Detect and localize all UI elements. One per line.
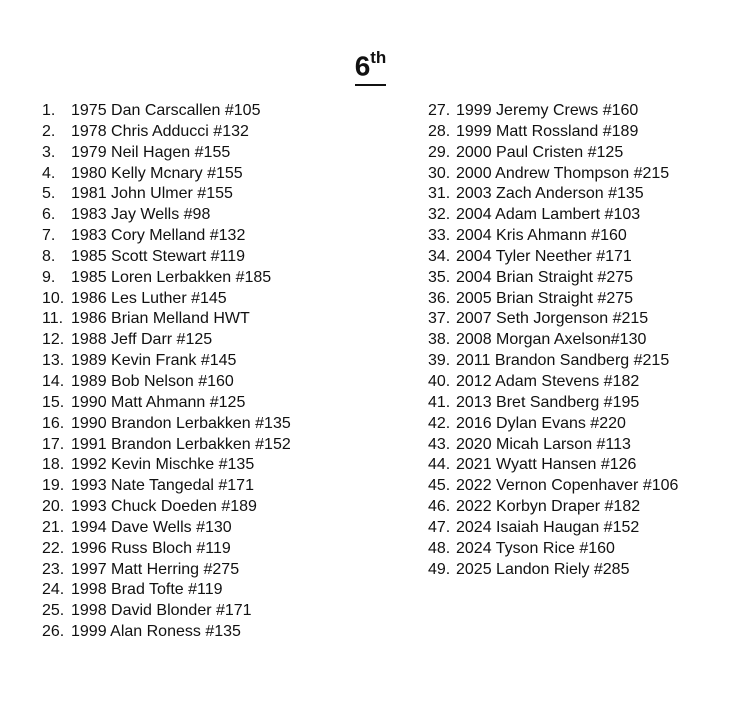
list-item [428, 455, 678, 476]
entry-number: 38. [428, 331, 451, 349]
entry-text: 2000 Paul Cristen #125 [456, 143, 624, 161]
entry-number: 22. [42, 539, 65, 557]
list-item [42, 247, 291, 268]
page-title [0, 44, 741, 86]
entry-text: 2004 Tyler Neether #171 [456, 247, 632, 265]
list-item [428, 143, 678, 164]
entry-number: 5. [42, 185, 56, 203]
entry-number: 29. [428, 143, 451, 161]
entry-number: 14. [42, 372, 65, 390]
list-item [42, 205, 291, 226]
entry-number: 41. [428, 393, 451, 411]
entry-text: 1980 Kelly Mcnary #155 [71, 164, 243, 182]
entry-number: 16. [42, 414, 65, 432]
entry-text: 1994 Dave Wells #130 [71, 518, 232, 536]
list-item [42, 455, 291, 476]
list-item [428, 560, 678, 581]
entry-number: 44. [428, 456, 451, 474]
entry-number: 25. [42, 602, 65, 620]
left-column-list [42, 101, 291, 643]
list-item [42, 101, 291, 122]
list-item [428, 122, 678, 143]
entry-text: 2016 Dylan Evans #220 [456, 414, 626, 432]
entry-number: 1. [42, 102, 56, 119]
entry-text: 1997 Matt Herring #275 [71, 560, 240, 578]
list-item [42, 351, 291, 372]
list-item [428, 476, 678, 497]
list-item [428, 309, 678, 330]
entry-text: 2004 Kris Ahmann #160 [456, 227, 627, 245]
entry-number: 30. [428, 164, 451, 182]
entry-number: 39. [428, 352, 451, 370]
entry-text: 2000 Andrew Thompson #215 [456, 164, 670, 182]
entry-text: 1988 Jeff Darr #125 [71, 331, 213, 349]
list-item [428, 101, 678, 122]
entry-text: 1979 Neil Hagen #155 [71, 143, 231, 161]
entry-text: 1992 Kevin Mischke #135 [71, 456, 255, 474]
list-item [42, 560, 291, 581]
entry-text: 2022 Vernon Copenhaver #106 [456, 477, 679, 495]
list-item [42, 122, 291, 143]
entry-number: 43. [428, 435, 451, 453]
entry-text: 1985 Scott Stewart #119 [71, 247, 246, 265]
entry-text: 1975 Dan Carscallen #105 [71, 102, 261, 119]
entry-number: 19. [42, 477, 65, 495]
entry-text: 2024 Tyson Rice #160 [456, 539, 615, 557]
entry-text: 1993 Nate Tangedal #171 [71, 477, 254, 495]
entry-number: 49. [428, 560, 451, 578]
entry-number: 28. [428, 122, 451, 140]
entry-text: 2003 Zach Anderson #135 [456, 185, 644, 203]
list-item [42, 226, 291, 247]
list-item [42, 476, 291, 497]
list-item [428, 247, 678, 268]
entry-text: 1999 Alan Roness #135 [71, 623, 241, 641]
entry-number: 24. [42, 581, 65, 599]
list-item [42, 497, 291, 518]
entry-number: 48. [428, 539, 451, 557]
list-item [42, 414, 291, 435]
entry-text: 1985 Loren Lerbakken #185 [71, 268, 272, 286]
entry-number: 12. [42, 331, 65, 349]
list-item [428, 518, 678, 539]
entry-number: 18. [42, 456, 65, 474]
entry-number: 7. [42, 227, 56, 245]
place-heading [355, 44, 387, 86]
entry-number: 36. [428, 289, 451, 307]
entry-number: 46. [428, 498, 451, 516]
entry-text: 1986 Brian Melland HWT [71, 310, 250, 328]
list-item [42, 601, 291, 622]
list-item [428, 289, 678, 310]
entry-number: 17. [42, 435, 65, 453]
entry-text: 2022 Korbyn Draper #182 [456, 498, 641, 516]
entry-number: 10. [42, 289, 65, 307]
entry-number: 11. [42, 310, 64, 328]
entry-text: 2024 Isaiah Haugan #152 [456, 518, 640, 536]
entry-number: 2. [42, 122, 56, 140]
entry-text: 2025 Landon Riely #285 [456, 560, 630, 578]
entry-text: 1983 Jay Wells #98 [71, 206, 211, 224]
entry-text: 1998 Brad Tofte #119 [71, 581, 223, 599]
entry-text: 1978 Chris Adducci #132 [71, 122, 249, 140]
entry-number: 34. [428, 247, 451, 265]
list-item [42, 622, 291, 643]
list-item [42, 268, 291, 289]
list-item [42, 393, 291, 414]
list-item [428, 184, 678, 205]
list-item [428, 351, 678, 372]
list-item [42, 518, 291, 539]
entry-text: 2007 Seth Jorgenson #215 [456, 310, 649, 328]
entry-text: 1990 Matt Ahmann #125 [71, 393, 246, 411]
entry-number: 13. [42, 352, 65, 370]
list-item [428, 205, 678, 226]
entry-number: 35. [428, 268, 451, 286]
entry-text: 1981 John Ulmer #155 [71, 185, 233, 203]
entry-text: 1983 Cory Melland #132 [71, 227, 246, 245]
entry-text: 2004 Adam Lambert #103 [456, 206, 641, 224]
entry-text: 1993 Chuck Doeden #189 [71, 498, 257, 516]
entry-number: 23. [42, 560, 65, 578]
list-item [42, 289, 291, 310]
entry-text: 1996 Russ Bloch #119 [71, 539, 231, 557]
list-item [42, 435, 291, 456]
entry-text: 2004 Brian Straight #275 [456, 268, 634, 286]
entry-text: 1999 Jeremy Crews #160 [456, 102, 639, 119]
list-item [42, 580, 291, 601]
entry-number: 45. [428, 477, 451, 495]
entry-text: 1989 Bob Nelson #160 [71, 372, 234, 390]
entry-number: 4. [42, 164, 56, 182]
entry-number: 27. [428, 102, 451, 119]
list-item [428, 226, 678, 247]
heading-number: 6 [354, 50, 371, 82]
list-item [42, 164, 291, 185]
entry-text: 1986 Les Luther #145 [71, 289, 227, 307]
entry-number: 40. [428, 372, 451, 390]
entry-number: 26. [42, 623, 65, 641]
list-item [428, 164, 678, 185]
entry-text: 1998 David Blonder #171 [71, 602, 252, 620]
entry-text: 2005 Brian Straight #275 [456, 289, 634, 307]
entry-number: 20. [42, 498, 65, 516]
entry-text: 2012 Adam Stevens #182 [456, 372, 640, 390]
right-column-list [428, 101, 678, 580]
entry-text: 1989 Kevin Frank #145 [71, 352, 237, 370]
list-item [42, 309, 291, 330]
entry-text: 2008 Morgan Axelson#130 [456, 331, 647, 349]
entry-number: 8. [42, 247, 56, 265]
list-item [42, 539, 291, 560]
list-item [428, 393, 678, 414]
list-item [42, 330, 291, 351]
entry-number: 3. [42, 143, 56, 161]
entry-number: 32. [428, 206, 451, 224]
list-item [42, 372, 291, 393]
list-item [428, 330, 678, 351]
entry-number: 15. [42, 393, 65, 411]
entry-number: 47. [428, 518, 451, 536]
entry-text: 2011 Brandon Sandberg #215 [456, 352, 670, 370]
list-item [428, 372, 678, 393]
entry-number: 21. [42, 518, 65, 536]
list-item [428, 435, 678, 456]
entry-number: 42. [428, 414, 451, 432]
entry-number: 9. [42, 268, 56, 286]
entry-text: 2021 Wyatt Hansen #126 [456, 456, 637, 474]
heading-ordinal-suffix: th [370, 48, 387, 67]
list-item [428, 497, 678, 518]
list-item [428, 268, 678, 289]
entry-text: 2020 Micah Larson #113 [456, 435, 631, 453]
entry-number: 33. [428, 227, 451, 245]
entry-text: 1990 Brandon Lerbakken #135 [71, 414, 291, 432]
entry-number: 37. [428, 310, 451, 328]
list-item [428, 414, 678, 435]
entry-number: 6. [42, 206, 56, 224]
list-item [428, 539, 678, 560]
entry-text: 1991 Brandon Lerbakken #152 [71, 435, 291, 453]
entry-number: 31. [428, 185, 451, 203]
entry-text: 2013 Bret Sandberg #195 [456, 393, 640, 411]
list-item [42, 143, 291, 164]
entry-text: 1999 Matt Rossland #189 [456, 122, 639, 140]
list-item [42, 184, 291, 205]
